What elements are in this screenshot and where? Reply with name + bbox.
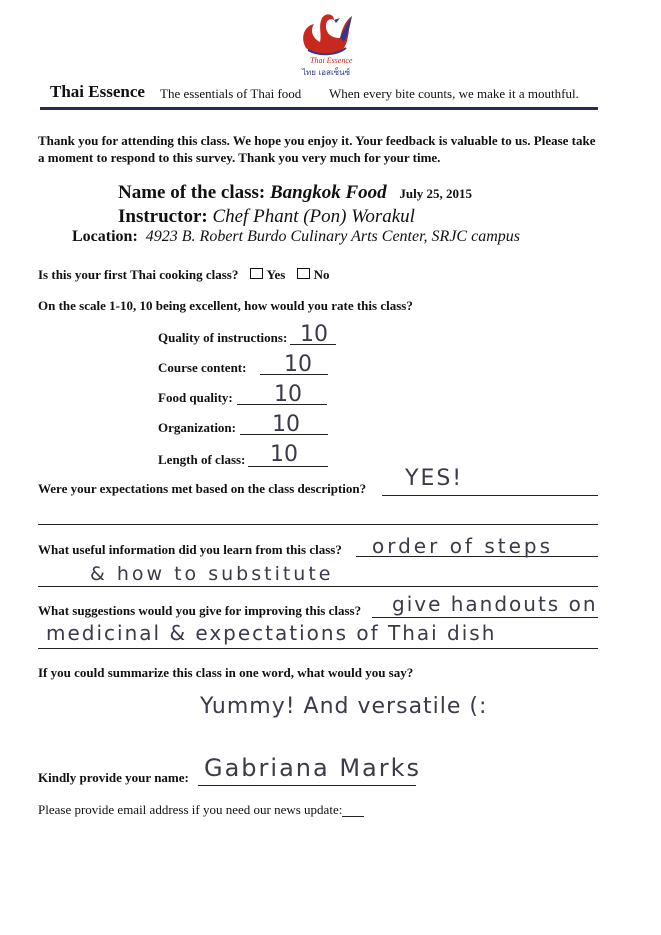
rating-label-food: Food quality: <box>158 390 233 405</box>
thai-essence-logo <box>296 8 354 78</box>
instructor-label: Instructor: <box>118 206 208 227</box>
rating-label-organization: Organization: <box>158 420 236 435</box>
no-label: No <box>313 267 330 282</box>
logo-text-1: Thai Essence <box>310 56 353 65</box>
rating-value-organization: 10 <box>272 412 300 437</box>
class-name-row <box>118 182 472 204</box>
logo-text-2: ไทย เอสเซ็นซ์ <box>302 68 351 77</box>
suggestions-answer-2: medicinal & expectations of Thai dish <box>46 621 497 645</box>
rating-label-length: Length of class: <box>158 452 246 467</box>
location-row <box>72 228 520 246</box>
useful-answer-1: order of steps <box>372 534 554 558</box>
brand-name: Thai Essence <box>50 82 145 101</box>
email-label: Please provide email address if you need our news update: <box>38 802 343 817</box>
yes-checkbox[interactable] <box>250 268 263 279</box>
email-line[interactable] <box>342 816 364 817</box>
expectations-question: Were your expectations met based on the class description? <box>38 481 367 496</box>
brand-tagline: The essentials of Thai food <box>160 86 302 101</box>
first-class-question: Is this your first Thai cooking class? <box>38 267 239 282</box>
summary-question: If you could summarize this class in one word, what would you say? <box>38 665 414 680</box>
name-line[interactable] <box>198 785 416 786</box>
rating-value-length: 10 <box>270 442 298 467</box>
header-rule <box>40 107 598 110</box>
location-value: 4923 B. Robert Burdo Culinary Arts Center, SRJC campus <box>145 228 520 245</box>
expectations-line-1[interactable] <box>382 495 598 496</box>
brand-slogan: When every bite counts, we make it a mouthful. <box>329 86 579 101</box>
useful-question: What useful information did you learn from this class? <box>38 542 342 557</box>
class-date: July 25, 2015 <box>399 186 472 201</box>
suggestions-line-2[interactable] <box>38 648 598 649</box>
instructor-value: Chef Phant (Pon) Worakul <box>212 206 415 227</box>
rating-value-food: 10 <box>274 382 302 407</box>
suggestions-question: What suggestions would you give for improving this class? <box>38 603 362 618</box>
class-name-label: Name of the class: <box>118 182 266 203</box>
suggestions-line-1[interactable] <box>372 617 598 618</box>
rating-label-quality: Quality of instructions: <box>158 330 288 345</box>
rating-value-content: 10 <box>284 352 312 377</box>
yes-label: Yes <box>266 267 286 282</box>
expectations-answer: YES! <box>405 466 464 491</box>
rating-value-quality: 10 <box>300 322 328 347</box>
instructor-row <box>118 206 415 228</box>
useful-line-2[interactable] <box>38 586 598 587</box>
location-label: Location: <box>72 228 138 245</box>
no-checkbox[interactable] <box>297 268 310 279</box>
expectations-line-2[interactable] <box>38 524 598 525</box>
rating-label-content: Course content: <box>158 360 247 375</box>
useful-answer-2: & how to substitute <box>90 563 334 585</box>
class-name-value: Bangkok Food <box>269 182 387 203</box>
swan-icon <box>296 8 354 60</box>
name-value: Gabriana Marks <box>204 754 422 782</box>
suggestions-answer-1: give handouts on <box>392 592 598 616</box>
name-label: Kindly provide your name: <box>38 770 189 785</box>
intro-text: Thank you for attending this class. We hope you enjoy it. Your feedback is valuable to us. Please take a moment to respond to this survey. Thank you very much for your time. <box>38 133 596 165</box>
rating-question: On the scale 1-10, 10 being excellent, how would you rate this class? <box>38 298 413 313</box>
first-class-row <box>38 267 330 283</box>
summary-answer: Yummy! And versatile (: <box>200 694 488 719</box>
